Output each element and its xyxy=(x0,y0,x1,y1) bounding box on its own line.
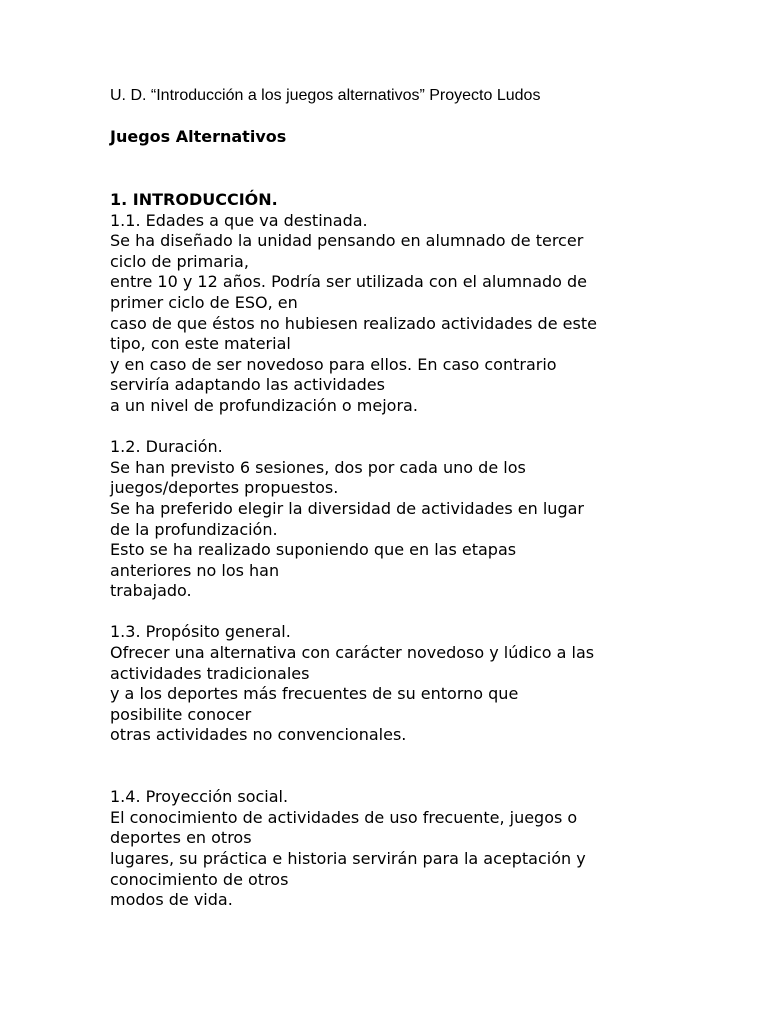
document-page xyxy=(110,0,750,1024)
paragraph-line: posibilite conocer xyxy=(110,704,252,724)
section-1-3 xyxy=(110,622,750,746)
section-1-4 xyxy=(110,787,750,911)
section-1-2 xyxy=(110,437,750,602)
paragraph-line: primer ciclo de ESO, en xyxy=(110,292,298,312)
paragraph-line: otras actividades no convencionales. xyxy=(110,725,407,745)
paragraph-line: actividades tradicionales xyxy=(110,663,310,683)
subsection-heading: 1.1. Edades a que va destinada. xyxy=(110,210,368,230)
paragraph-line: Se ha diseñado la unidad pensando en alumnado de tercer xyxy=(110,231,584,251)
paragraph-line: y a los deportes más frecuentes de su entorno que xyxy=(110,684,519,704)
paragraph-line: trabajado. xyxy=(110,581,192,601)
paragraph-line: lugares, su práctica e historia servirán para la aceptación y xyxy=(110,849,586,868)
section-heading-introduccion: 1. INTRODUCCIÓN. xyxy=(110,190,278,209)
paragraph-line: Se ha preferido elegir la diversidad de actividades en lugar xyxy=(110,498,584,518)
subsection-heading: 1.3. Propósito general. xyxy=(110,622,291,642)
paragraph-line: y en caso de ser novedoso para ellos. En caso contrario xyxy=(110,354,557,374)
paragraph-spacer xyxy=(110,417,750,438)
section-1-1 xyxy=(110,211,750,417)
paragraph-line: ciclo de primaria, xyxy=(110,251,249,271)
document-body xyxy=(110,190,750,911)
paragraph-line: serviría adaptando las actividades xyxy=(110,375,385,395)
paragraph-line: Se han previsto 6 sesiones, dos por cada uno de los xyxy=(110,457,526,477)
paragraph-line: deportes en otros xyxy=(110,828,252,848)
paragraph-line: a un nivel de profundización o mejora. xyxy=(110,395,418,415)
paragraph-line: caso de que éstos no hubiesen realizado actividades de este xyxy=(110,313,597,333)
paragraph-line: tipo, con este material xyxy=(110,334,291,354)
paragraph-spacer xyxy=(110,602,750,623)
paragraph-line: conocimiento de otros xyxy=(110,869,289,889)
paragraph-line: Ofrecer una alternativa con carácter novedoso y lúdico a las xyxy=(110,643,595,663)
paragraph-line: juegos/deportes propuestos. xyxy=(110,478,339,498)
subsection-heading: 1.4. Proyección social. xyxy=(110,787,289,807)
paragraph-line: entre 10 y 12 años. Podría ser utilizada con el alumnado de xyxy=(110,272,588,292)
paragraph-spacer xyxy=(110,746,750,787)
paragraph-line: modos de vida. xyxy=(110,890,233,910)
paragraph-line: El conocimiento de actividades de uso frecuente, juegos o xyxy=(110,807,578,827)
subsection-heading: 1.2. Duración. xyxy=(110,437,223,457)
paragraph-line: anteriores no los han xyxy=(110,560,280,580)
paragraph-line: Esto se ha realizado suponiendo que en las etapas xyxy=(110,540,517,560)
paragraph-line: de la profundización. xyxy=(110,519,278,539)
document-title: Juegos Alternativos xyxy=(110,127,287,146)
document-header: U. D. “Introducción a los juegos alternativos” Proyecto Ludos xyxy=(110,87,541,104)
